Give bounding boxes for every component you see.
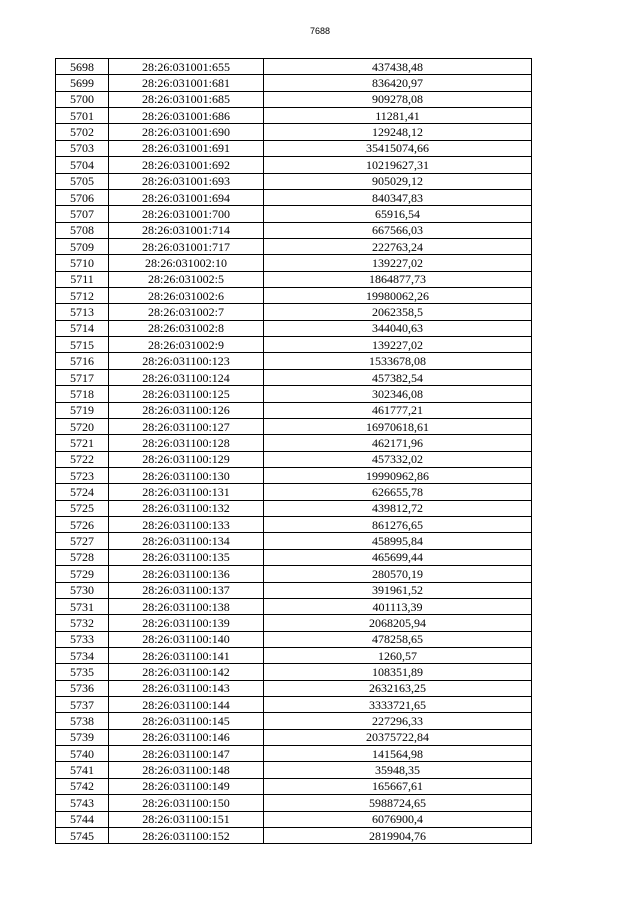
row-number-cell: 5716 (56, 353, 109, 369)
value-cell: 129248,12 (264, 124, 532, 140)
value-cell: 19980062,26 (264, 288, 532, 304)
table-row (56, 500, 532, 516)
cadastral-number-cell: 28:26:031100:143 (109, 680, 264, 696)
row-number-cell: 5745 (56, 827, 109, 843)
cadastral-number-cell: 28:26:031100:123 (109, 353, 264, 369)
table-row (56, 729, 532, 745)
cadastral-number-cell: 28:26:031001:693 (109, 173, 264, 189)
row-number-cell: 5737 (56, 697, 109, 713)
value-cell: 16970618,61 (264, 418, 532, 434)
cadastral-value-table (55, 58, 532, 844)
cadastral-number-cell: 28:26:031100:151 (109, 811, 264, 827)
row-number-cell: 5730 (56, 582, 109, 598)
table-row (56, 402, 532, 418)
table-row (56, 827, 532, 843)
cadastral-number-cell: 28:26:031100:147 (109, 746, 264, 762)
cadastral-number-cell: 28:26:031001:717 (109, 238, 264, 254)
table-row (56, 746, 532, 762)
row-number-cell: 5717 (56, 369, 109, 385)
table-body (56, 59, 532, 844)
table-row (56, 598, 532, 614)
value-cell: 861276,65 (264, 517, 532, 533)
value-cell: 280570,19 (264, 566, 532, 582)
table-row (56, 713, 532, 729)
value-cell: 1864877,73 (264, 271, 532, 287)
row-number-cell: 5710 (56, 255, 109, 271)
value-cell: 401113,39 (264, 598, 532, 614)
table-row (56, 124, 532, 140)
value-cell: 2068205,94 (264, 615, 532, 631)
value-cell: 1533678,08 (264, 353, 532, 369)
cadastral-number-cell: 28:26:031002:8 (109, 320, 264, 336)
row-number-cell: 5743 (56, 795, 109, 811)
row-number-cell: 5725 (56, 500, 109, 516)
value-cell: 465699,44 (264, 549, 532, 565)
value-cell: 437438,48 (264, 59, 532, 75)
value-cell: 3333721,65 (264, 697, 532, 713)
row-number-cell: 5727 (56, 533, 109, 549)
row-number-cell: 5720 (56, 418, 109, 434)
cadastral-number-cell: 28:26:031100:136 (109, 566, 264, 582)
value-cell: 139227,02 (264, 255, 532, 271)
cadastral-number-cell: 28:26:031100:140 (109, 631, 264, 647)
cadastral-number-cell: 28:26:031100:144 (109, 697, 264, 713)
value-cell: 222763,24 (264, 238, 532, 254)
table-row (56, 778, 532, 794)
cadastral-number-cell: 28:26:031100:141 (109, 647, 264, 663)
table-row (56, 533, 532, 549)
value-cell: 10219627,31 (264, 157, 532, 173)
value-cell: 227296,33 (264, 713, 532, 729)
value-cell: 391961,52 (264, 582, 532, 598)
value-cell: 141564,98 (264, 746, 532, 762)
value-cell: 2632163,25 (264, 680, 532, 696)
value-cell: 20375722,84 (264, 729, 532, 745)
cadastral-number-cell: 28:26:031002:7 (109, 304, 264, 320)
value-cell: 909278,08 (264, 91, 532, 107)
row-number-cell: 5702 (56, 124, 109, 140)
value-cell: 439812,72 (264, 500, 532, 516)
row-number-cell: 5744 (56, 811, 109, 827)
table-row (56, 304, 532, 320)
value-cell: 2819904,76 (264, 827, 532, 843)
value-cell: 667566,03 (264, 222, 532, 238)
cadastral-number-cell: 28:26:031100:148 (109, 762, 264, 778)
value-cell: 19990962,86 (264, 467, 532, 483)
table-row (56, 206, 532, 222)
table-row (56, 157, 532, 173)
row-number-cell: 5713 (56, 304, 109, 320)
row-number-cell: 5726 (56, 517, 109, 533)
cadastral-number-cell: 28:26:031100:130 (109, 467, 264, 483)
table-row (56, 140, 532, 156)
cadastral-number-cell: 28:26:031001:692 (109, 157, 264, 173)
value-cell: 462171,96 (264, 435, 532, 451)
table-row (56, 680, 532, 696)
row-number-cell: 5729 (56, 566, 109, 582)
table-row (56, 631, 532, 647)
row-number-cell: 5698 (56, 59, 109, 75)
cadastral-number-cell: 28:26:031100:134 (109, 533, 264, 549)
table-row (56, 484, 532, 500)
table-row (56, 549, 532, 565)
row-number-cell: 5712 (56, 288, 109, 304)
table-row (56, 418, 532, 434)
value-cell: 65916,54 (264, 206, 532, 222)
table-row (56, 467, 532, 483)
cadastral-number-cell: 28:26:031100:146 (109, 729, 264, 745)
cadastral-number-cell: 28:26:031100:133 (109, 517, 264, 533)
cadastral-number-cell: 28:26:031001:700 (109, 206, 264, 222)
row-number-cell: 5741 (56, 762, 109, 778)
cadastral-number-cell: 28:26:031100:145 (109, 713, 264, 729)
row-number-cell: 5731 (56, 598, 109, 614)
cadastral-number-cell: 28:26:031002:6 (109, 288, 264, 304)
value-cell: 836420,97 (264, 75, 532, 91)
table-row (56, 647, 532, 663)
table-row (56, 664, 532, 680)
value-cell: 302346,08 (264, 386, 532, 402)
cadastral-number-cell: 28:26:031002:10 (109, 255, 264, 271)
value-cell: 5988724,65 (264, 795, 532, 811)
cadastral-number-cell: 28:26:031100:126 (109, 402, 264, 418)
value-cell: 6076900,4 (264, 811, 532, 827)
value-cell: 165667,61 (264, 778, 532, 794)
table-row (56, 238, 532, 254)
row-number-cell: 5738 (56, 713, 109, 729)
cadastral-number-cell: 28:26:031100:128 (109, 435, 264, 451)
cadastral-number-cell: 28:26:031100:152 (109, 827, 264, 843)
table-row (56, 222, 532, 238)
row-number-cell: 5723 (56, 467, 109, 483)
row-number-cell: 5740 (56, 746, 109, 762)
table-row (56, 795, 532, 811)
table-row (56, 75, 532, 91)
table-row (56, 451, 532, 467)
cadastral-number-cell: 28:26:031001:686 (109, 108, 264, 124)
table-row (56, 697, 532, 713)
row-number-cell: 5734 (56, 647, 109, 663)
table-row (56, 762, 532, 778)
value-cell: 905029,12 (264, 173, 532, 189)
value-cell: 139227,02 (264, 337, 532, 353)
page-number: 7688 (309, 26, 331, 36)
row-number-cell: 5742 (56, 778, 109, 794)
table-row (56, 337, 532, 353)
value-cell: 11281,41 (264, 108, 532, 124)
row-number-cell: 5703 (56, 140, 109, 156)
row-number-cell: 5719 (56, 402, 109, 418)
row-number-cell: 5706 (56, 189, 109, 205)
table-row (56, 386, 532, 402)
row-number-cell: 5708 (56, 222, 109, 238)
table-row (56, 108, 532, 124)
value-cell: 461777,21 (264, 402, 532, 418)
table-row (56, 288, 532, 304)
cadastral-number-cell: 28:26:031100:124 (109, 369, 264, 385)
cadastral-number-cell: 28:26:031100:138 (109, 598, 264, 614)
value-cell: 458995,84 (264, 533, 532, 549)
value-cell: 626655,78 (264, 484, 532, 500)
table-row (56, 189, 532, 205)
table-row (56, 353, 532, 369)
value-cell: 457332,02 (264, 451, 532, 467)
table-row (56, 320, 532, 336)
cadastral-number-cell: 28:26:031100:142 (109, 664, 264, 680)
cadastral-number-cell: 28:26:031100:125 (109, 386, 264, 402)
table-row (56, 271, 532, 287)
cadastral-number-cell: 28:26:031100:150 (109, 795, 264, 811)
cadastral-number-cell: 28:26:031001:690 (109, 124, 264, 140)
cadastral-number-cell: 28:26:031001:681 (109, 75, 264, 91)
row-number-cell: 5714 (56, 320, 109, 336)
cadastral-number-cell: 28:26:031002:9 (109, 337, 264, 353)
value-cell: 2062358,5 (264, 304, 532, 320)
row-number-cell: 5711 (56, 271, 109, 287)
cadastral-number-cell: 28:26:031001:694 (109, 189, 264, 205)
row-number-cell: 5705 (56, 173, 109, 189)
value-cell: 840347,83 (264, 189, 532, 205)
value-cell: 108351,89 (264, 664, 532, 680)
row-number-cell: 5739 (56, 729, 109, 745)
cadastral-number-cell: 28:26:031100:135 (109, 549, 264, 565)
row-number-cell: 5704 (56, 157, 109, 173)
cadastral-number-cell: 28:26:031001:714 (109, 222, 264, 238)
row-number-cell: 5722 (56, 451, 109, 467)
row-number-cell: 5736 (56, 680, 109, 696)
value-cell: 478258,65 (264, 631, 532, 647)
row-number-cell: 5718 (56, 386, 109, 402)
table-row (56, 369, 532, 385)
cadastral-number-cell: 28:26:031100:129 (109, 451, 264, 467)
value-cell: 1260,57 (264, 647, 532, 663)
table-row (56, 59, 532, 75)
row-number-cell: 5707 (56, 206, 109, 222)
cadastral-number-cell: 28:26:031100:132 (109, 500, 264, 516)
cadastral-number-cell: 28:26:031001:655 (109, 59, 264, 75)
value-cell: 344040,63 (264, 320, 532, 336)
table-row (56, 582, 532, 598)
row-number-cell: 5700 (56, 91, 109, 107)
cadastral-number-cell: 28:26:031100:131 (109, 484, 264, 500)
value-cell: 35415074,66 (264, 140, 532, 156)
table-row (56, 255, 532, 271)
cadastral-number-cell: 28:26:031001:685 (109, 91, 264, 107)
cadastral-number-cell: 28:26:031002:5 (109, 271, 264, 287)
cadastral-number-cell: 28:26:031001:691 (109, 140, 264, 156)
table-row (56, 435, 532, 451)
row-number-cell: 5709 (56, 238, 109, 254)
row-number-cell: 5728 (56, 549, 109, 565)
row-number-cell: 5735 (56, 664, 109, 680)
table-row (56, 173, 532, 189)
row-number-cell: 5715 (56, 337, 109, 353)
row-number-cell: 5721 (56, 435, 109, 451)
value-cell: 457382,54 (264, 369, 532, 385)
row-number-cell: 5733 (56, 631, 109, 647)
table-row (56, 615, 532, 631)
row-number-cell: 5732 (56, 615, 109, 631)
cadastral-number-cell: 28:26:031100:139 (109, 615, 264, 631)
row-number-cell: 5701 (56, 108, 109, 124)
table-row (56, 517, 532, 533)
row-number-cell: 5699 (56, 75, 109, 91)
row-number-cell: 5724 (56, 484, 109, 500)
table-row (56, 566, 532, 582)
cadastral-number-cell: 28:26:031100:127 (109, 418, 264, 434)
table-row (56, 811, 532, 827)
cadastral-number-cell: 28:26:031100:149 (109, 778, 264, 794)
table-row (56, 91, 532, 107)
value-cell: 35948,35 (264, 762, 532, 778)
cadastral-number-cell: 28:26:031100:137 (109, 582, 264, 598)
